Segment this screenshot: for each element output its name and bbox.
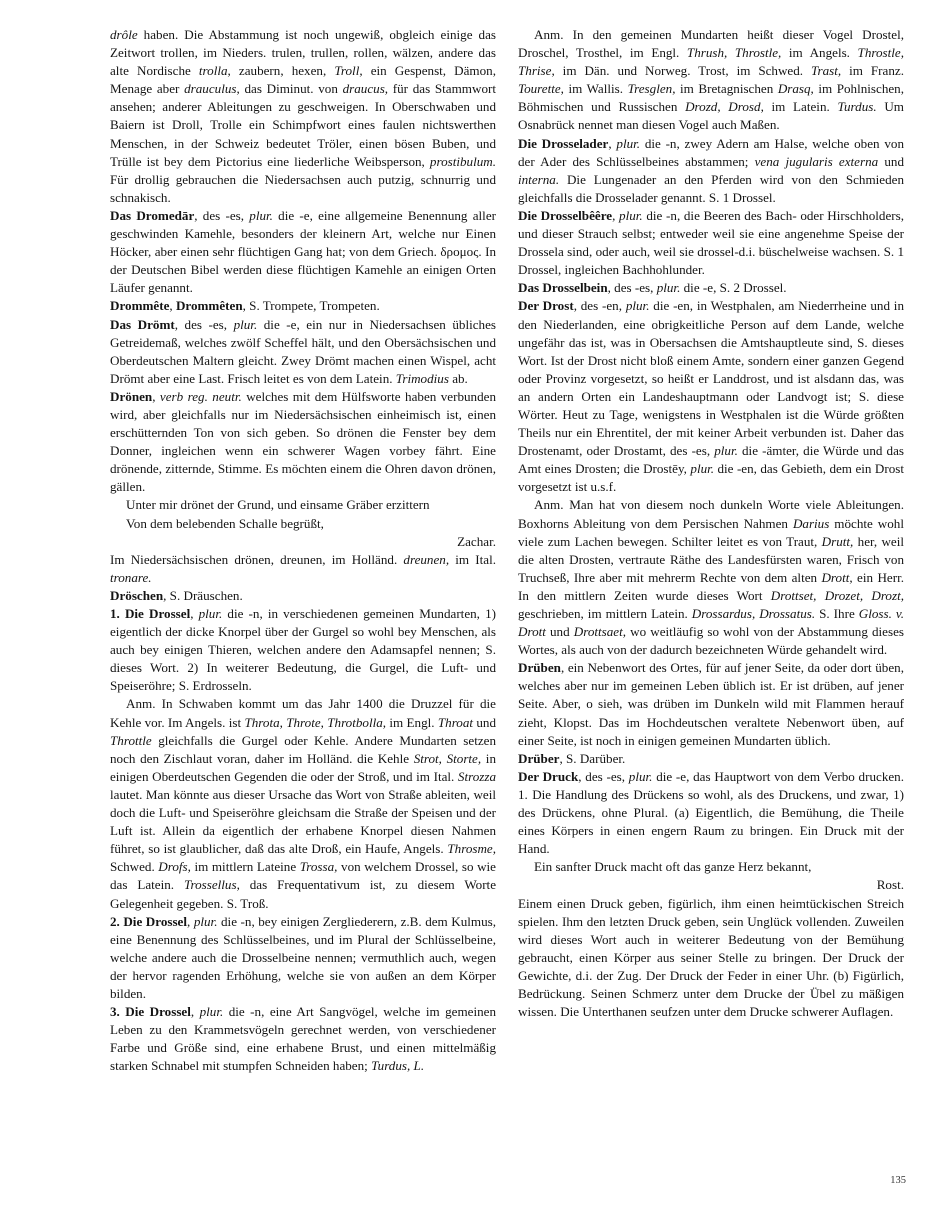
dictionary-entry: Die Drosselbêêre, plur. die -n, die Beeren des Bach- oder Hirschholders, und dieser Strauch selbst; entweder weil sie eine angenehme Speise der Drossela sind, oder auch, weil sie drossel-d.i. büschelweise wachsen. S. 1 Drossel, ingleichen Bachhohlunder. [518,207,905,278]
page-number: 135 [890,1175,906,1186]
dictionary-entry: Das Drosselbein, des -es, plur. die -e, S. 2 Drossel. [518,280,787,296]
continuation-paragraph: Einem einen Druck geben, figürlich, ihm einen heimtückischen Streich spielen. Ihm den letzten Druck geben, sein Unglück vollenden. Zuweilen wird dieses Wort auch in weiterer Bedeutung von der Bemühung gebraucht, einen Körper aus seiner Stelle zu bringen. Der Druck der Gewichte, d.i. der Zug. Der Druck der Feder in einer Uhr. (b) Figürlich, Bedrückung. Seinen Schmerz unter dem Drucke der Übel zu mäßigen wissen. Die Unterthanen seufzen unter dem Drucke schwerer Auflagen. [518,895,904,1020]
verse-line: Von dem belebenden Schalle begrüßt, [126,515,324,531]
continuation-paragraph: Im Niedersächsischen drönen, dreunen, im Holländ. dreunen, im Ital. tronare. [110,551,497,585]
continuation-paragraph: drôle haben. Die Abstammung ist noch ungewiß, obgleich einige das Zeitwort trollen, im Nieders. trulen, trullen, rollen, wälzen, andere das alte Nordische trolla, zaubern, hexen, Troll, ein Gespenst, Dämon, Menage aber drauculus, das Diminut. von draucus, für das Stammwort ansehen; anderer Ableitungen zu geschweigen. In Oberschwaben und Baiern ist Droll, Trolle ein Schimpfwort eines faulen nichtswerthen Menschen, in der Schweiz bedeutet Tröler, einen bösen Buben, und Trülle ist bey dem Pictorius eine liederliche Weibsperson, prostibulum. Für drollig gebrauchen die Niedersachsen auch putzig, schnurrig und schnakisch. [110,27,496,205]
quote-attribution: Zachar. [457,533,496,549]
dictionary-entry: Die Drosselader, plur. die -n, zwey Adern am Halse, welche oben von der Ader des Schlüsselbeines abstammen; vena jugularis externa und interna. Die Lungenader an den Pferden wird von den Schmieden gleichfalls die Drosselader genannt. S. 1 Drossel. [518,135,904,205]
dictionary-entry: Dröschen, S. Dräuschen. [110,587,243,603]
dictionary-entry: Drüber, S. Darüber. [518,750,626,766]
dictionary-entry: 2. Die Drossel, plur. die -n, bey einigen Zergliederern, z.B. dem Kulmus, eine Benennung des Schlüsselbeines, und im Plural der Schlüsselbeine, welche andere auch die Drosselbeine nennen; vermuthlich auch, wegen der hervor ragenden Erhöhung, welche sie von außen an dem Körper bilden. [110,913,497,1001]
quote-attribution: Rost. [876,877,904,893]
dictionary-entry: Der Druck, des -es, plur. die -e, das Hauptwort von dem Verbo drucken. 1. Die Handlung des Drückens so wohl, als des Druckens, und zwar, 1) des Drückens, ohne Plural. (a) Eigentlich, die Bemühung, die Theile eines Körpers in einen engern Raum zu bringen. Ein Druck mit der Hand. [518,768,905,857]
annotation-paragraph: Anm. In den gemeinen Mundarten heißt dieser Vogel Drostel, Droschel, Trosthel, im Engl. Thrush, Throstle, im Angels. Throstle, Thrise, im Dän. und Norweg. Trost, im Schwed. Trast, im Franz. Tourette, im Wallis. Tresglen, im Bretagnischen Drasq, im Pohlnischen, Böhmischen und Russischen Drozd, Drosd, im Latein. Turdus. Um Osnabrück nennet man diesen Vogel auch Maßen. [518,27,905,133]
dictionary-entry: Drönen, verb reg. neutr. welches mit dem Hülfsworte haben verbunden wird, aber gleichfalls nur im Niedersächsischen einheimisch ist, einen erschütternden Ton von sich geben. So drönen die Fenster bey dem Donner, ingleichen wenn ein schwerer Wagen vorbey fährt. Eine drönende, zitternde, Stimme. Es möchten einem die Ohren davon drönen, gällen. [110,388,496,495]
dictionary-entry: 3. Die Drossel, plur. die -n, eine Art Sangvögel, welche im gemeinen Leben zu den Krammetsvögeln gerechnet werden, von verschiedener Farbe und Größe sind, eine erhabene Brust, und einen mittelmäßig starken Schnabel mit stumpfen Schneiden haben; Turdus, L. [110,1004,496,1074]
dictionary-entry: Das Dromedār, des -es, plur. die -e, eine allgemeine Benennung aller geschwinden Kamehle, besonders der kleinern Art, welche nur Einen Höcker, aber einen sehr flüchtigen Gang hat; von dem Griech. δρομος. In der Deutschen Bibel werden diese flüchtigen Kamehle an einigen Orten Läufer genannt. [110,207,496,296]
verse-line: Unter mir drönet der Grund, und einsame Gräber erzittern [126,497,430,513]
dictionary-entry: 1. Die Drossel, plur. die -n, in verschiedenen gemeinen Mundarten, 1) eigentlich der dicke Knorpel über der Gurgel so wohl bey Menschen, als auch bey einigen Thieren, welchen andere den Adamsapfel nennen; S. dieses Wort. 2) In weiterer Bedeutung, die Gurgel, die Luft- und Speiseröhre; S. Erdrosseln. [110,606,496,694]
annotation-paragraph: Anm. In Schwaben kommt um das Jahr 1400 die Druzzel für die Kehle vor. Im Angels. ist Throta, Throte, Throtbolla, im Engl. Throat und Throttle gleichfalls die Gurgel oder Kehle. Andere Mundarten setzen noch den Zischlaut voran, daher im Holländ. die Kehle Strot, Storte, in einigen Oberdeutschen Gegenden die oder der Stroß, und im Ital. Strozza lautet. Man könnte aus dieser Ursache das Wort von Straße ableiten, weil doch die Luft- und Speiseröhre gleichsam die Straße der Speisen und der Luft ist. Allein da eigentlich der erhabene Knorpel diesen Nahmen führet, so ist glaublicher, daß das alte Droß, ein Haufe, Angels. Throsme, Schwed. Drofs, im mittlern Lateine Trossa, von welchem Drossel, so wie das Latein. Trossellus, das Frequentativum ist, zu diesem Worte Gelegenheit gegeben. S. Troß. [110,696,497,911]
annotation-paragraph: Anm. Man hat von diesem noch dunkeln Worte viele Ableitungen. Boxhorns Ableitung von dem Persischen Nahmen Darius möchte wohl viele zum Lachen bewegen. Schilter leitet es von Traut, Drutt, her, weil die alten Drosten, vertraute Räthe des Landesfürsten waren, Frisch von Truchseß, Ihre aber mit mehrerm Rechte von dem alten Drott, ein Herr. In den mittlern Zeiten wurde dieses Wort Drottset, Drozet, Drozt, geschrieben, im mittlern Latein. Drossardus, Drossatus. S. Ihre Gloss. v. Drott und Drottsaet, wo weitläufig so wohl von der Abstammung dieses Wortes, als auch von der dadurch bezeichneten Würde gehandelt wird. [518,497,904,658]
dictionary-entry: Drommête, Drommêten, S. Trompete, Trompeten. [110,298,380,314]
right-column [518,26,904,1021]
dictionary-entry: Der Drost, des -en, plur. die -en, in Westphalen, am Niederrheine und in den Niederlanden, eine obrigkeitliche Person auf dem Lande, welche ungefähr das ist, was in Obersachsen die Amtshauptleute sind, S. dieses Wort. Ist der Drost nicht bloß einem Amte, sondern einer ganzen Gegend oder Provinz vorgesetzt, so heißt er Landdrost, und ist alsdann das, was an andern Orten ein Landeshauptmann oder Landvogt ist; S. diese Wörter. Heut zu Tage, wenigstens in Westphalen ist die Würde größten Theils nur ein Ehrentitel, der mit keiner Arbeit verbunden ist. Daher das Drostenamt, oder Drostamt, des -es, plur. die -ämter, die Würde und das Amt eines Drosten; die Drostēy, plur. die -en, das Gebieth, dem ein Drost vorgesetzt ist u.s.f. [518,298,905,495]
verse-line: Ein sanfter Druck macht oft das ganze Herz bekannt, [534,859,812,875]
dictionary-entry: Drüben, ein Nebenwort des Ortes, für auf jener Seite, da oder dort üben, welches aber nur im gemeinen Leben üblich ist. Er ist drüben, auf jener Seite. Aber, o sieh, was drüben im Dunkeln wild mit Flammen herauf zieht, Klopst. Das im Hochdeutschen veraltete Nebenwort üben, auf einer Seite, ist noch in einigen gemeinen Mundarten üblich. [518,660,904,748]
left-column [110,26,496,1075]
dictionary-entry: Das Drömt, des -es, plur. die -e, ein nur in Niedersachsen übliches Getreidemaß, welches zwölf Scheffel hält, und den Obersächsischen und Oberdeutschen Maltern gleicht. Zwey Drömt machen einen Wispel, acht Drömt aber eine Last. Frisch leitet es von dem Latein. Trimodius ab. [110,316,496,386]
